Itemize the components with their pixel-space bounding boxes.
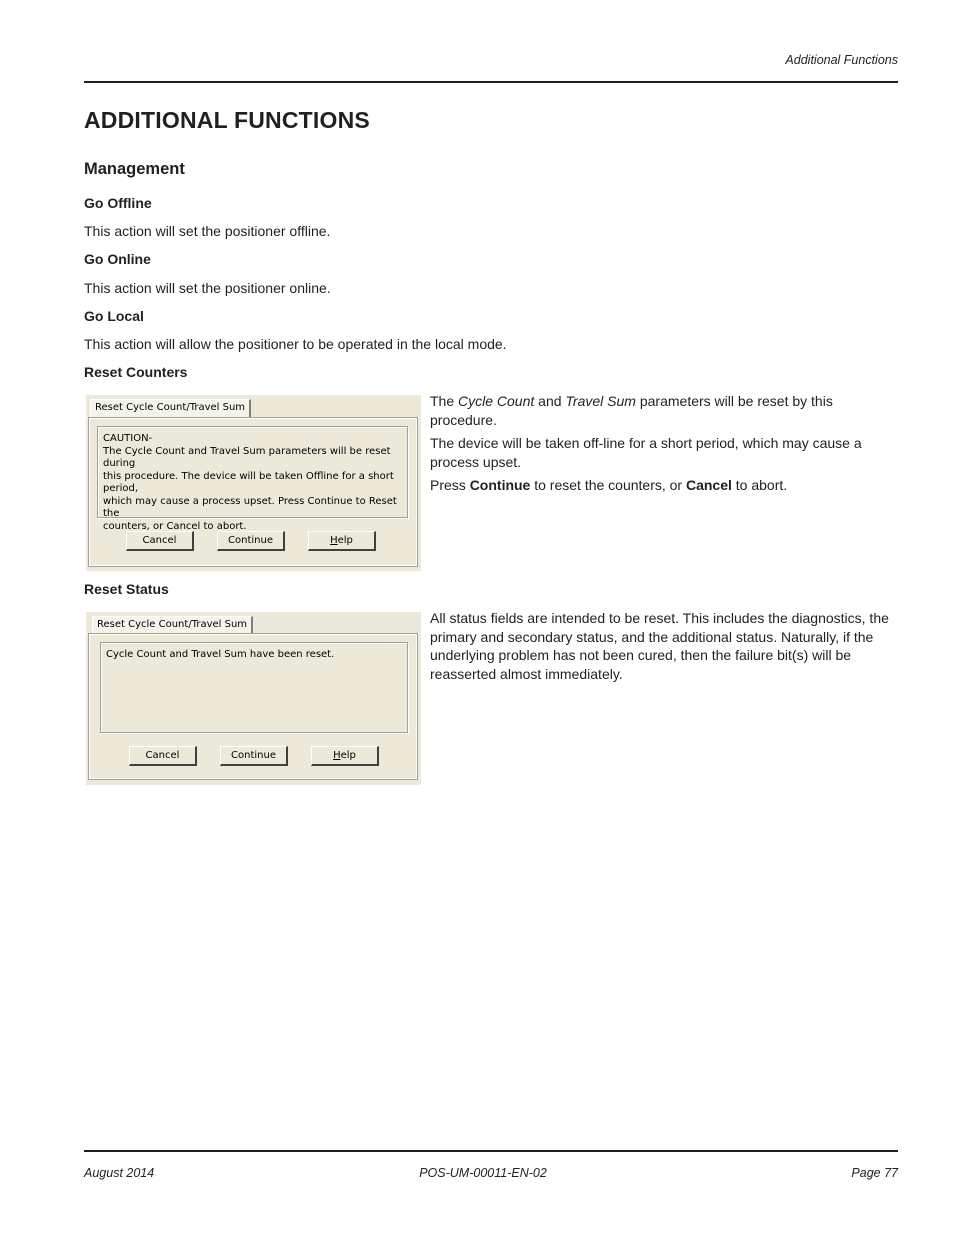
help-button[interactable] [311,746,379,766]
reset-status-text: All status fields are intended to be reset. This includes the diagnostics, the primary and secondary status, and the additional status. Naturally, if the underlying problem has not been cured, then the failure bit(s) will be reasserted almost immediately. [430,610,889,682]
footer-rule [84,1150,898,1152]
caution-line: this procedure. The device will be taken Offline for a short period, [103,470,394,494]
text-run: to reset the counters, or [530,477,686,493]
footer-doc-number: POS-UM-00011-EN-02 [419,1166,547,1180]
reset-counters-para-1 [430,392,900,429]
caution-line: counters, or Cancel to abort. [103,520,247,532]
status-message: Cycle Count and Travel Sum have been reset. [106,649,335,660]
heading-go-local: Go Local [84,308,144,324]
footer-date: August 2014 [84,1166,155,1180]
dialog-panel [89,418,417,566]
text-run: and [534,393,566,409]
continue-button[interactable]: Continue [220,746,288,766]
heading-go-online: Go Online [84,251,151,267]
cycle-count-term: Cycle Count [458,393,535,409]
text-run: to abort. [731,477,788,493]
heading-go-offline: Go Offline [84,195,152,211]
dialog-panel [89,634,417,779]
page-title: ADDITIONAL FUNCTIONS [84,107,370,133]
caution-line: The Cycle Count and Travel Sum parameters will be reset during [103,445,391,469]
cancel-button[interactable]: Cancel [126,531,194,551]
heading-reset-status: Reset Status [84,581,169,597]
continue-button[interactable]: Continue [217,531,285,551]
running-header: Additional Functions [785,53,898,67]
reset-status-dialog-screenshot [86,612,421,785]
help-accelerator: H [330,535,338,546]
help-label-rest: elp [337,535,353,546]
cancel-term: Cancel [685,477,732,493]
text-run: parameters will be reset by this procedure. [430,393,833,428]
text-go-online: This action will set the positioner online. [84,280,331,296]
status-message-box [100,642,408,733]
text-run: Press [430,477,470,493]
heading-reset-counters: Reset Counters [84,364,188,380]
section-heading-management: Management [84,160,185,178]
text-go-offline: This action will set the positioner offline. [84,223,331,239]
reset-counters-dialog-screenshot [86,395,421,571]
footer-page-number: Page 77 [851,1166,898,1180]
cancel-button[interactable]: Cancel [129,746,197,766]
continue-term: Continue [469,477,531,493]
travel-sum-term: Travel Sum [565,393,636,409]
caution-message-box [97,426,408,532]
help-label-rest: elp [340,750,356,761]
text-go-local: This action will allow the positioner to be operated in the local mode. [84,336,507,352]
dialog-tab: Reset Cycle Count/Travel Sum [92,616,253,634]
text-run: The [430,393,459,409]
help-accelerator: H [333,750,341,761]
help-button[interactable] [308,531,376,551]
dialog-tab: Reset Cycle Count/Travel Sum [90,399,251,417]
reset-counters-para-3 [430,476,900,495]
caution-line: CAUTION- [103,433,153,444]
header-rule [84,81,898,83]
reset-counters-para-2: The device will be taken off-line for a short period, which may cause a process upset. [430,435,862,470]
caution-line: which may cause a process upset. Press Continue to Reset the [103,495,397,519]
